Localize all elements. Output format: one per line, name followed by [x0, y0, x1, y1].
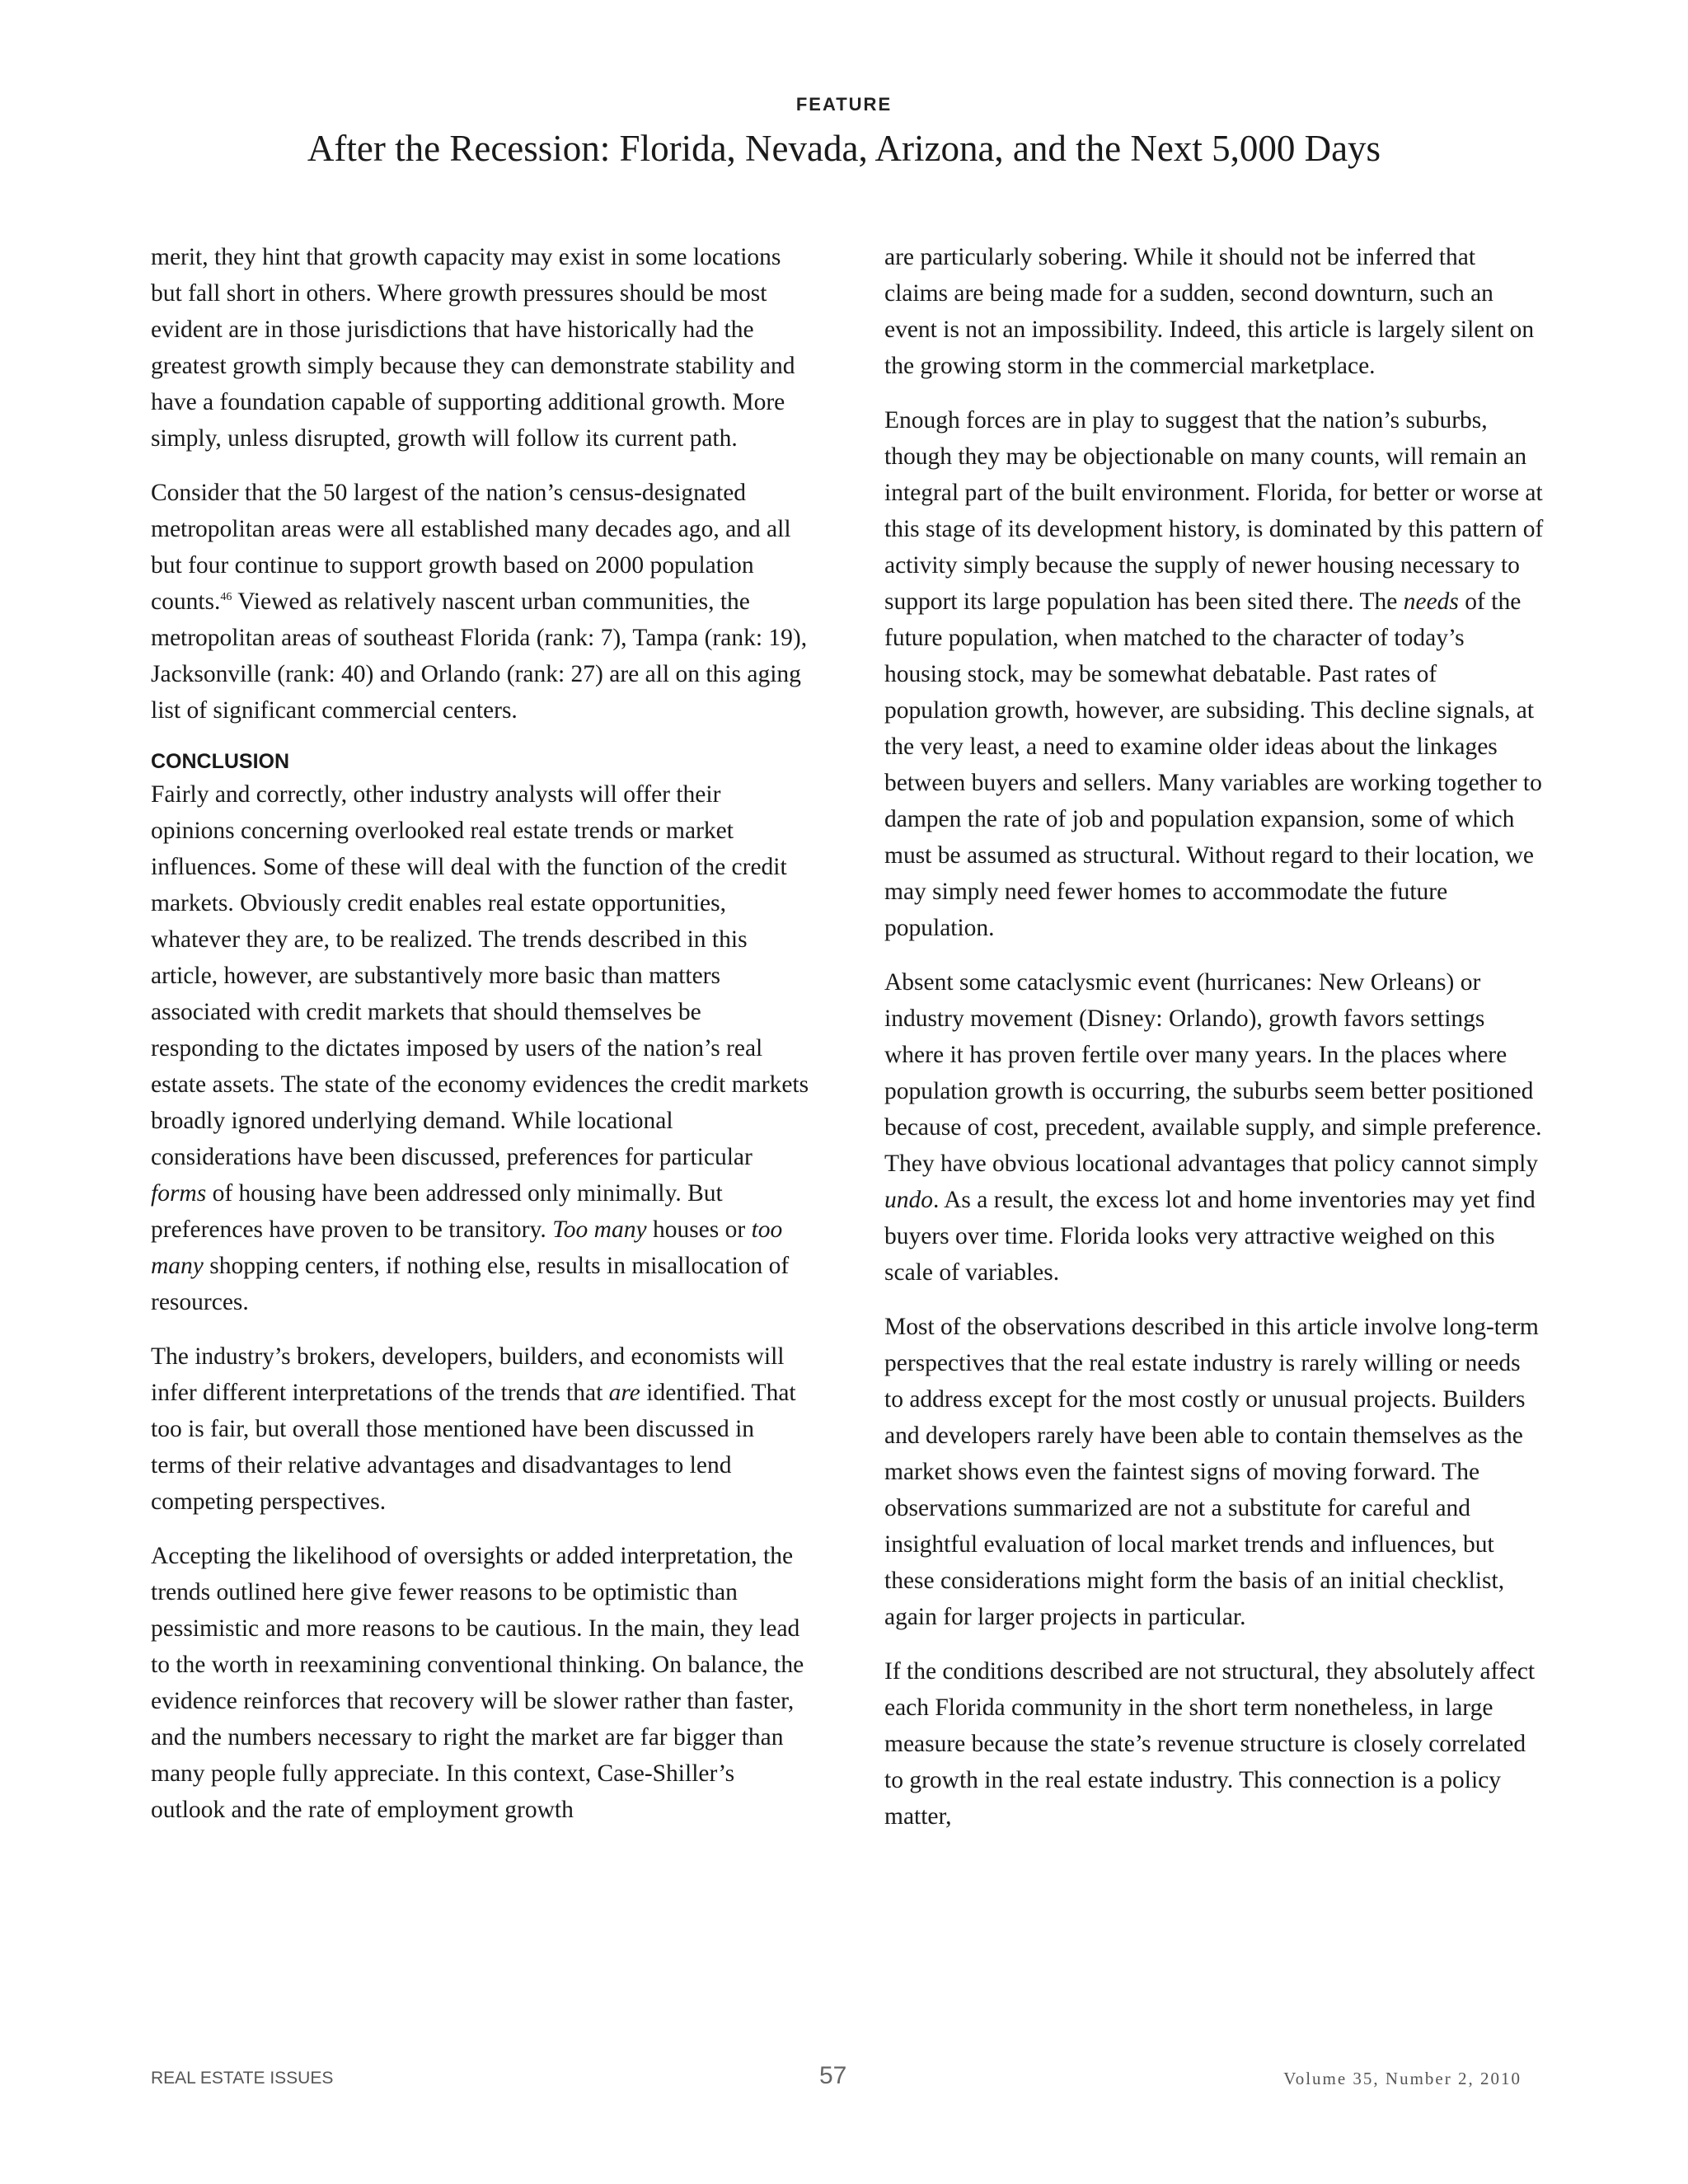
paragraph: Accepting the likelihood of oversights or added interpretation, the trends outlined here give fewer reasons to be optimistic than pessimistic and more reasons to be cautious. In the main, they lead to the worth in reexamining conventional thinking. On balance, the evidence reinforces that recovery will be slower rather than faster, and the numbers necessary to right the market are far bigger than many people fully appreciate. In this context, Case-Shiller’s outlook and the rate of employment growth [151, 1543, 804, 1823]
article-title: After the Recession: Florida, Nevada, Arizona, and the Next 5,000 Days [307, 128, 1381, 169]
footnote-ref: 46 [220, 591, 232, 604]
left-column [151, 239, 810, 1846]
paragraph [884, 964, 1544, 1291]
section-kicker: FEATURE [795, 94, 893, 115]
emphasis: too many [151, 1216, 783, 1279]
emphasis: needs [1403, 588, 1459, 615]
paragraph-text: shopping centers, if nothing else, results in misallocation of resources. [151, 1253, 790, 1315]
page-header [0, 92, 1688, 171]
paragraph-text: of housing have been addressed only minimally. But preferences have proven to be transitory. [151, 1180, 723, 1243]
paragraph [151, 475, 810, 729]
paragraph [151, 1338, 810, 1520]
paragraph [151, 776, 810, 1320]
emphasis: Too many [552, 1216, 647, 1243]
paragraph-text: Fairly and correctly, other industry analysts will offer their opinions concerning overlooked real estate trends or market influences. Some of these will deal with the function of the credit markets. Obviously credit enables real estate opportunities, whatever they are, to be realized. The trends described in this article, however, are substantively more basic than matters associated with credit markets that should themselves be responding to the dictates imposed by users of the nation’s real estate assets. The state of the economy evidences the credit markets broadly ignored underlying demand. While locational considerations have been discussed, preferences for particular [151, 781, 809, 1170]
page-number: 57 [819, 2062, 847, 2089]
volume-info: Volume 35, Number 2, 2010 [1283, 2069, 1522, 2088]
journal-name: REAL ESTATE ISSUES [151, 2069, 334, 2088]
emphasis: are [608, 1380, 640, 1406]
paragraph-text: Enough forces are in play to suggest that the nation’s suburbs, though they may be objectionable on many counts, will remain an integral part of the built environment. Florida, for better or worse at this stage of its development history, is dominated by this pattern of activity simply because the supply of newer housing necessary to support its large population has been sited there. The [884, 407, 1544, 615]
page-footer [151, 2062, 1522, 2095]
paragraph: are particularly sobering. While it should not be inferred that claims are being made for a sudden, second downturn, such an event is not an impossibility. Indeed, this article is largely silent on the growing storm in the commercial marketplace. [884, 244, 1535, 379]
paragraph-text: Absent some cataclysmic event (hurricanes: New Orleans) or industry movement (Disney: Orlando), growth favors settings where it has proven fertile over many years. In the places where population growth is occurring, the suburbs seem better positioned because of cost, precedent, available supply, and simple preference. They have obvious locational advantages that policy cannot simply [884, 969, 1542, 1177]
emphasis: undo [884, 1187, 933, 1213]
paragraph: merit, they hint that growth capacity may exist in some locations but fall short in others. Where growth pressures should be most evident are in those jurisdictions that have historically had the greatest growth simply because they can demonstrate stability and have a foundation capable of supporting additional growth. More simply, unless disrupted, growth will follow its current path. [151, 244, 795, 452]
emphasis: forms [151, 1180, 207, 1207]
paragraph-text: identified. That too is fair, but overall those mentioned have been discussed in terms of their relative advantages and disadvantages to lend competing perspectives. [151, 1380, 796, 1515]
paragraph [884, 402, 1544, 946]
paragraph-text: Consider that the 50 largest of the nation’s census-designated metropolitan areas were all established many decades ago, and all but four continue to support growth based on 2000 population counts. [151, 480, 791, 615]
paragraph: Most of the observations described in this article involve long-term perspectives that the real estate industry is rarely willing or needs to address except for the most costly or unusual projects. Builders and developers rarely have been able to contain themselves as the market shows even the faintest signs of moving forward. The observations summarized are not a substitute for careful and insightful evaluation of local market trends and influences, but these considerations might form the basis of an initial checklist, again for larger projects in particular. [884, 1314, 1539, 1630]
right-column [884, 239, 1544, 1853]
paragraph-text: houses or [646, 1216, 752, 1243]
paragraph-text: The industry’s brokers, developers, builders, and economists will infer different interpretations of the trends that [151, 1343, 785, 1406]
paragraph-text: of the future population, when matched to the character of today’s housing stock, may be somewhat debatable. Past rates of population growth, however, are subsiding. This decline signals, at the very least, a need to examine older ideas about the linkages between buyers and sellers. Many variables are working together to dampen the rate of job and population expansion, some of which must be assumed as structural. Without regard to their location, we may simply need fewer homes to accommodate the future population. [884, 588, 1542, 941]
paragraph-text: Viewed as relatively nascent urban communities, the metropolitan areas of southeast Florida (rank: 7), Tampa (rank: 19), Jacksonville (rank: 40) and Orlando (rank: 27) are all on this aging list of significant commercial centers. [151, 588, 808, 724]
section-heading-conclusion: CONCLUSION [151, 750, 290, 773]
paragraph-text: . As a result, the excess lot and home inventories may yet find buyers over time. Florida looks very attractive weighed on this scale of variables. [884, 1187, 1536, 1286]
paragraph: If the conditions described are not structural, they absolutely affect each Florida community in the short term nonetheless, in large measure because the state’s revenue structure is closely correlated to growth in the real estate industry. This connection is a policy matter, [884, 1658, 1536, 1830]
